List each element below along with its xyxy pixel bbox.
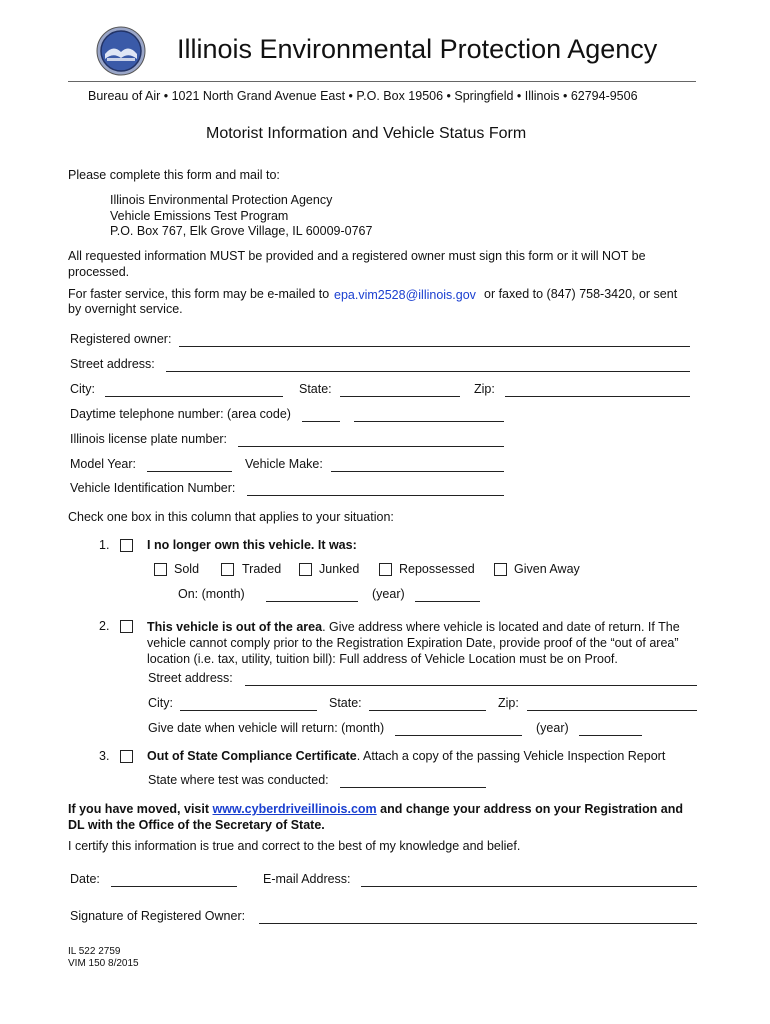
agency-seal-logo [96,26,146,76]
option-1-checkbox[interactable] [120,539,133,552]
plate-input[interactable] [238,446,504,447]
zip-label: Zip: [474,382,495,396]
state-test-input[interactable] [340,787,486,788]
required-notice-2: processed. [68,265,130,279]
street-address-input[interactable] [166,371,690,372]
signature-label: Signature of Registered Owner: [70,909,246,923]
required-notice: All requested information MUST be provided and a registered owner must sign this form or it will NOT be [68,249,646,263]
option-2-description [147,619,707,667]
return-month-input[interactable] [395,735,522,736]
daytime-phone-label: Daytime telephone number: (area code) [70,407,291,421]
form-title: Motorist Information and Vehicle Status Form [206,125,527,142]
option-2-city-input[interactable] [180,710,317,711]
option-2-zip-input[interactable] [527,710,697,711]
junked-label: Junked [319,562,360,576]
traded-label: Traded [242,562,282,576]
faster-service-text: For faster service, this form may be e-mailed to [68,287,330,301]
option-3-checkbox[interactable] [120,750,133,763]
cyberdrive-link[interactable]: www.cyberdriveillinois.com [212,802,377,816]
plate-label: Illinois license plate number: [70,432,228,446]
repossessed-checkbox[interactable] [379,563,392,576]
state-test-label: State where test was conducted: [148,773,329,787]
option-2-state-label: State: [329,696,362,710]
mail-to-line2: Vehicle Emissions Test Program [110,209,289,223]
option-2-street-label: Street address: [148,671,233,685]
registered-owner-label: Registered owner: [70,332,172,346]
signer-email-label: E-mail Address: [263,872,351,886]
option-2-text-3: location (i.e. tax, utility, tuition bill): Full address of Vehicle Location must be on Proof. [147,652,618,666]
sold-checkbox[interactable] [154,563,167,576]
moved-notice [68,802,683,816]
option-2-street-input[interactable] [245,685,697,686]
phone-number-input[interactable] [354,421,504,422]
option-2-text-2: vehicle cannot comply prior to the Registration Expiration Date, provide proof of the “out of area” [147,636,679,650]
traded-checkbox[interactable] [221,563,234,576]
vehicle-make-label: Vehicle Make: [245,457,323,471]
city-label: City: [70,382,95,396]
agency-title: Illinois Environmental Protection Agency [177,34,658,64]
given-away-checkbox[interactable] [494,563,507,576]
option-2-state-input[interactable] [369,710,486,711]
form-number: IL 522 2759 [68,946,121,957]
street-address-label: Street address: [70,357,155,371]
overnight-text: by overnight service. [68,302,183,316]
option-1-year-label: (year) [372,587,405,601]
option-2-checkbox[interactable] [120,620,133,633]
header-divider [68,81,696,82]
junked-checkbox[interactable] [299,563,312,576]
option-3-description [147,749,665,763]
date-input[interactable] [111,886,237,887]
option-3-title: Out of State Compliance Certificate [147,749,357,763]
agency-address: Bureau of Air • 1021 North Grand Avenue East • P.O. Box 19506 • Springfield • Illinois • 62794-9506 [88,89,638,103]
mail-to-line3: P.O. Box 767, Elk Grove Village, IL 60009-0767 [110,224,373,238]
option-2-number: 2. [99,619,110,633]
state-label: State: [299,382,332,396]
option-2-text-1: . Give address where vehicle is located and date of return. If The [322,620,680,634]
model-year-input[interactable] [147,471,232,472]
zip-input[interactable] [505,396,690,397]
mail-to-intro: Please complete this form and mail to: [68,168,280,182]
return-month-label: Give date when vehicle will return: (month) [148,721,385,735]
city-input[interactable] [105,396,283,397]
fax-text: or faxed to (847) 758-3420, or sent [484,287,678,301]
vehicle-make-input[interactable] [331,471,504,472]
situation-intro: Check one box in this column that applies to your situation: [68,510,394,524]
email-address-link[interactable]: epa.vim2528@illinois.gov [334,288,476,302]
return-year-label: (year) [536,721,569,735]
option-1-label: I no longer own this vehicle. It was: [147,538,357,552]
option-2-city-label: City: [148,696,173,710]
vin-input[interactable] [247,495,504,496]
model-year-label: Model Year: [70,457,137,471]
mail-to-line1: Illinois Environmental Protection Agency [110,193,333,207]
signer-email-input[interactable] [361,886,697,887]
return-year-input[interactable] [579,735,642,736]
option-2-zip-label: Zip: [498,696,519,710]
form-version: VIM 150 8/2015 [68,958,139,969]
registered-owner-input[interactable] [179,346,690,347]
option-1-month-label: On: (month) [178,587,245,601]
option-1-year-input[interactable] [415,601,480,602]
option-1-month-input[interactable] [266,601,358,602]
given-away-label: Given Away [514,562,580,576]
option-3-number: 3. [99,749,110,763]
certify-text: I certify this information is true and correct to the best of my knowledge and belief. [68,839,521,853]
signature-input[interactable] [259,923,697,924]
option-1-number: 1. [99,538,110,552]
moved-pre: If you have moved, visit [68,802,213,816]
state-input[interactable] [340,396,460,397]
area-code-input[interactable] [302,421,340,422]
date-label: Date: [70,872,100,886]
vin-label: Vehicle Identification Number: [70,481,236,495]
option-2-title: This vehicle is out of the area [147,620,323,634]
option-3-text: . Attach a copy of the passing Vehicle Inspection Report [356,749,666,763]
moved-post: and change your address on your Registration and [376,802,683,816]
sold-label: Sold [174,562,200,576]
moved-notice-2: DL with the Office of the Secretary of State. [68,818,325,832]
repossessed-label: Repossessed [399,562,475,576]
